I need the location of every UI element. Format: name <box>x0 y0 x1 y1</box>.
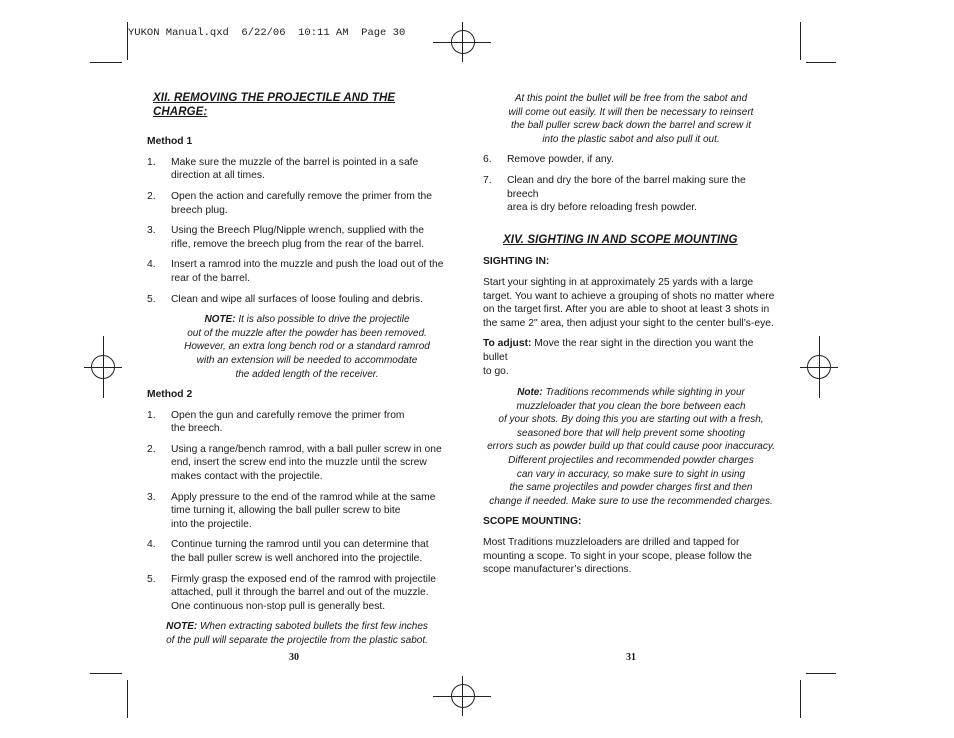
note-text: out of the muzzle after the powder has been removed. <box>187 327 427 339</box>
note-saboted-bullets <box>147 620 447 647</box>
sighting-in-heading: SIGHTING IN: <box>483 256 550 268</box>
item-text-line: Insert a ramrod into the muzzle and push the load out of the <box>171 259 444 271</box>
item-number: 1. <box>147 156 156 168</box>
steps-list <box>483 153 779 214</box>
item-number: 2. <box>147 190 156 202</box>
item-text-line: Clean and wipe all surfaces of loose fouling and debris. <box>171 293 423 305</box>
list-item <box>147 491 447 532</box>
note-text: can vary in accuracy, so make sure to sight in using <box>516 468 746 480</box>
section-title-sighting: XIV. SIGHTING IN AND SCOPE MOUNTING <box>503 233 738 246</box>
item-text-line: Open the gun and carefully remove the primer from <box>171 409 405 421</box>
note-text: When extracting saboted bullets the first few inches <box>199 621 428 633</box>
item-text-line: Using a range/bench ramrod, with a ball puller screw in one <box>171 443 442 455</box>
list-item <box>147 538 447 565</box>
paragraph-line: to go. <box>483 365 509 377</box>
note-line <box>483 92 779 106</box>
paragraph-line: scope manufacturer’s directions. <box>483 564 632 576</box>
list-item <box>147 190 447 217</box>
note-line <box>147 620 447 634</box>
item-text-line: breech plug. <box>171 204 228 216</box>
item-text-line: direction at all times. <box>171 170 265 182</box>
list-item <box>147 224 447 251</box>
crop-mark <box>800 680 801 718</box>
item-text-line: the breech. <box>171 423 223 435</box>
paragraph-line: Start your sighting in at approximately 25 yards with a large <box>483 276 754 288</box>
paragraph-line: Most Traditions muzzleloaders are drilled and tapped for <box>483 537 740 549</box>
crop-mark <box>806 673 836 674</box>
note-line <box>483 427 779 441</box>
crop-mark <box>127 22 128 60</box>
item-text-line: Remove powder, if any. <box>507 154 614 166</box>
paragraph-label: To adjust: <box>483 338 532 350</box>
crop-mark <box>90 62 122 63</box>
note-text: of the pull will separate the projectile from the plastic sabot. <box>166 635 428 646</box>
item-number: 3. <box>147 491 156 503</box>
registration-crosshair <box>103 336 104 398</box>
list-item <box>147 258 447 285</box>
note-line <box>147 340 467 354</box>
note-drive-projectile <box>147 313 467 381</box>
crop-mark <box>806 62 836 63</box>
crop-mark <box>90 673 122 674</box>
item-number: 7. <box>483 174 492 186</box>
method2-heading: Method 2 <box>147 389 193 401</box>
item-text-line: Apply pressure to the end of the ramrod while at the same <box>171 491 436 503</box>
note-line <box>483 413 779 427</box>
note-line <box>483 495 779 509</box>
note-text: the same projectiles and powder charges first and then <box>509 482 753 494</box>
note-bullet-free <box>483 92 779 146</box>
adjust-paragraph <box>483 337 779 378</box>
paragraph-line: mounting a scope. To sight in your scope, please follow the <box>483 550 752 562</box>
note-line <box>483 106 779 120</box>
list-item <box>147 409 447 436</box>
section-title-removing: XII. REMOVING THE PROJECTILE AND THE CHARGE: <box>153 92 396 118</box>
list-item <box>483 174 779 215</box>
sighting-in-paragraph <box>483 276 779 330</box>
note-text: seasoned bore that will help prevent some shooting <box>517 427 745 439</box>
item-text-line: time turning it, allowing the ball puller screw to bite <box>171 505 401 517</box>
note-line <box>483 386 779 400</box>
note-text: the added length of the receiver. <box>235 368 379 380</box>
item-number: 6. <box>483 154 492 166</box>
page-number-left: 30 <box>289 652 299 663</box>
registration-crosshair <box>819 336 820 398</box>
item-text-line: Continue turning the ramrod until you can determine that <box>171 539 429 551</box>
item-text-line: rifle, remove the breech plug from the rear of the barrel. <box>171 238 424 250</box>
item-text-line: Open the action and carefully remove the primer from the <box>171 190 432 202</box>
left-page <box>147 92 447 648</box>
note-line <box>147 368 467 382</box>
note-text: Different projectiles and recommended powder charges <box>508 455 754 467</box>
registration-crosshair <box>462 676 463 716</box>
note-line <box>483 440 779 454</box>
paragraph-line: on the target first. After you are able to shoot at least 3 shots in <box>483 304 770 316</box>
item-text-line: rear of the barrel. <box>171 272 250 284</box>
note-line <box>147 313 467 327</box>
item-text-line: Clean and dry the bore of the barrel making sure the breech <box>507 174 746 200</box>
page-number-right: 31 <box>626 652 636 663</box>
crop-mark <box>800 22 801 60</box>
paragraph-line: target. You want to achieve a grouping of shots no matter where <box>483 290 775 302</box>
note-sighting-tips <box>483 386 779 508</box>
list-item <box>147 573 447 614</box>
item-text-line: attached, pull it through the barrel and out of the muzzle. <box>171 587 429 599</box>
note-text: However, an extra long bench rod or a standard ramrod <box>184 341 430 353</box>
item-text-line: area is dry before reloading fresh powder. <box>507 202 698 214</box>
method2-list <box>147 409 447 614</box>
item-number: 2. <box>147 443 156 455</box>
method1-heading: Method 1 <box>147 136 193 148</box>
note-text: Traditions recommends while sighting in your <box>545 387 745 399</box>
note-text: of your shots. By doing this you are starting out with a fresh, <box>498 414 764 426</box>
item-text-line: Make sure the muzzle of the barrel is pointed in a safe <box>171 156 419 168</box>
note-label: NOTE: <box>166 621 198 633</box>
note-text: will come out easily. It will then be necessary to reinsert <box>508 106 754 118</box>
note-text: It is also possible to drive the projectile <box>238 314 410 326</box>
crop-mark <box>127 680 128 718</box>
file-slug: YUKON Manual.qxd 6/22/06 10:11 AM Page 30 <box>128 27 406 39</box>
note-text: change if needed. Make sure to use the recommended charges. <box>489 495 773 507</box>
item-text-line: makes contact with the projectile. <box>171 471 323 483</box>
note-line <box>147 634 447 648</box>
note-line <box>483 400 779 414</box>
right-page <box>483 92 779 577</box>
note-line <box>147 327 467 341</box>
note-line <box>483 133 779 147</box>
item-number: 1. <box>147 409 156 421</box>
note-text: with an extension will be needed to accommodate <box>196 354 418 366</box>
note-text: the ball puller screw back down the barrel and screw it <box>510 120 752 132</box>
item-number: 5. <box>147 293 156 305</box>
note-label: Note: <box>517 387 543 399</box>
note-line <box>483 481 779 495</box>
note-line <box>147 354 467 368</box>
note-text: At this point the bullet will be free from the sabot and <box>514 93 748 104</box>
note-line <box>483 468 779 482</box>
paragraph-line: the same 2" area, then adjust your sight to the center bull’s-eye. <box>483 317 774 329</box>
note-line <box>483 454 779 468</box>
note-label: NOTE: <box>204 314 236 326</box>
list-item <box>483 153 779 167</box>
item-text-line: Firmly grasp the exposed end of the ramrod with projectile <box>171 573 436 585</box>
item-text-line: Using the Breech Plug/Nipple wrench, supplied with the <box>171 225 424 237</box>
list-item <box>147 156 447 183</box>
item-text-line: the ball puller screw is well anchored into the projectile. <box>171 553 423 565</box>
item-text-line: into the projectile. <box>171 518 252 530</box>
item-text-line: One continuous non-stop pull is generally best. <box>171 600 386 612</box>
item-number: 4. <box>147 539 156 551</box>
item-number: 4. <box>147 259 156 271</box>
note-line <box>483 119 779 133</box>
method1-list <box>147 156 447 306</box>
scope-mounting-heading: SCOPE MOUNTING: <box>483 516 582 528</box>
list-item <box>147 293 447 307</box>
note-text: muzzleloader that you clean the bore between each <box>516 400 746 412</box>
paragraph-line: Move the rear sight in the direction you want the bullet <box>483 338 754 363</box>
list-item <box>147 443 447 484</box>
note-text: errors such as powder build up that could cause poor inaccuracy. <box>487 441 775 453</box>
note-text: into the plastic sabot and also pull it out. <box>542 133 720 145</box>
item-text-line: end, insert the screw end into the muzzle until the screw <box>171 457 427 469</box>
item-number: 5. <box>147 573 156 585</box>
scope-mounting-paragraph <box>483 536 779 577</box>
item-number: 3. <box>147 225 156 237</box>
registration-crosshair <box>462 22 463 62</box>
